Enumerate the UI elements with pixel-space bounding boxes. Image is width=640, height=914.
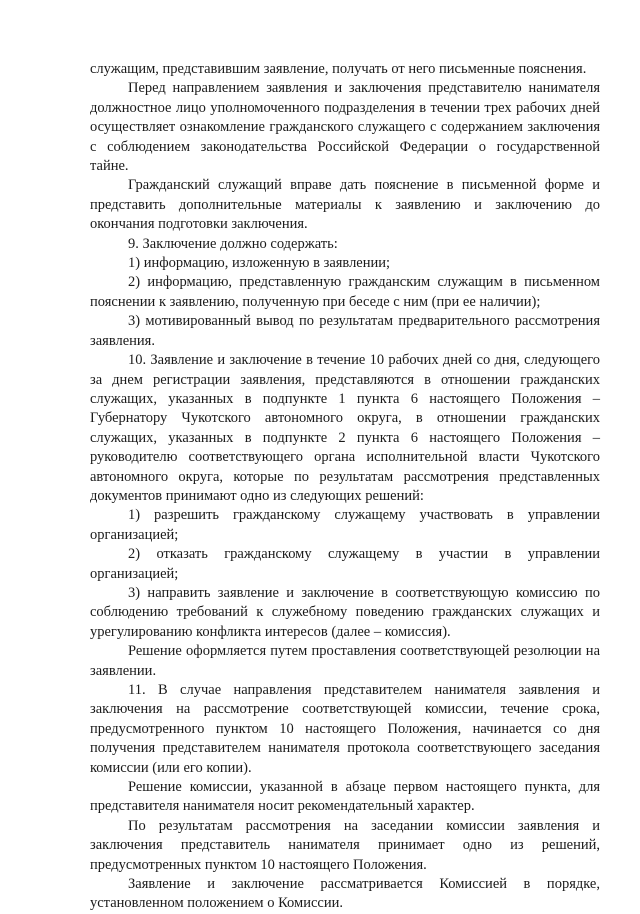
clause-10-item-2: 2) отказать гражданскому служащему в участии в управлении организацией; bbox=[90, 546, 600, 582]
clause-9-item-3: 3) мотивированный вывод по результатам предварительного рассмотрения заявления. bbox=[90, 313, 600, 349]
paragraph-resolution: Решение оформляется путем проставления соответствующей резолюции на заявлении. bbox=[90, 643, 600, 679]
paragraph-familiarization: Перед направлением заявления и заключения представителю нанимателя должностное лицо уполномоченного подразделения в течении трех рабочих дней осуществляет ознакомление гражданского служащего с содержанием заключения с соблюдением законодательства Российской Федерации о государственной тайне. bbox=[90, 80, 600, 175]
clause-9-heading: 9. Заключение должно содержать: bbox=[128, 235, 338, 252]
paragraph-review-results: По результатам рассмотрения на заседании комиссии заявления и заключения представитель нанимателя принимает одно из решений, предусмотренных пунктом 10 настоящего Положения. bbox=[90, 817, 600, 873]
clause-10: 10. Заявление и заключение в течение 10 рабочих дней со дня, следующего за днем регистрации заявления, представляются в отношении гражданских служащих, указанных в подпункте 1 пункта 6 настоящего Положения – Губернатору Чукотского автономного округа, в отношении гражданских служащих, указанных в подпункте 2 пункта 6 настоящего Положения – руководителю соответствующего органа исполнительной власти Чукотского автономного округа, которые по результатам рассмотрения представленных документов принимают одно из следующих решений: bbox=[90, 352, 600, 504]
clause-10-item-1: 1) разрешить гражданскому служащему участвовать в управлении организацией; bbox=[90, 507, 600, 543]
paragraph-commission-procedure: Заявление и заключение рассматривается Комиссией в порядке, установленном положением о Комиссии. bbox=[90, 876, 600, 912]
clause-9-item-2: 2) информацию, представленную гражданским служащим в письменном пояснении к заявлению, полученную при беседе с ним (при ее наличии); bbox=[90, 274, 600, 310]
paragraph-continuation: служащим, представившим заявление, получать от него письменные пояснения. bbox=[90, 61, 587, 77]
clause-11: 11. В случае направления представителем нанимателя заявления и заключения на рассмотрение соответствующей комиссии, течение срока, предусмотренного пунктом 10 настоящего Положения, начинается со дня получения представителем нанимателя протокола соответствующего заседания комиссии (или его копии). bbox=[90, 682, 600, 776]
clause-10-item-3: 3) направить заявление и заключение в соответствующую комиссию по соблюдению требований к служебному поведению гражданских служащих и урегулированию конфликта интересов (далее – комиссия). bbox=[90, 584, 600, 640]
document-page bbox=[90, 60, 600, 914]
paragraph-commission-decision: Решение комиссии, указанной в абзаце первом настоящего пункта, для представителя нанимателя носит рекомендательный характер. bbox=[90, 779, 600, 815]
paragraph-explanation-right: Гражданский служащий вправе дать пояснение в письменной форме и представить дополнительные материалы к заявлению и заключению до окончания подготовки заключения. bbox=[90, 177, 600, 233]
clause-9-item-1: 1) информацию, изложенную в заявлении; bbox=[128, 255, 391, 272]
